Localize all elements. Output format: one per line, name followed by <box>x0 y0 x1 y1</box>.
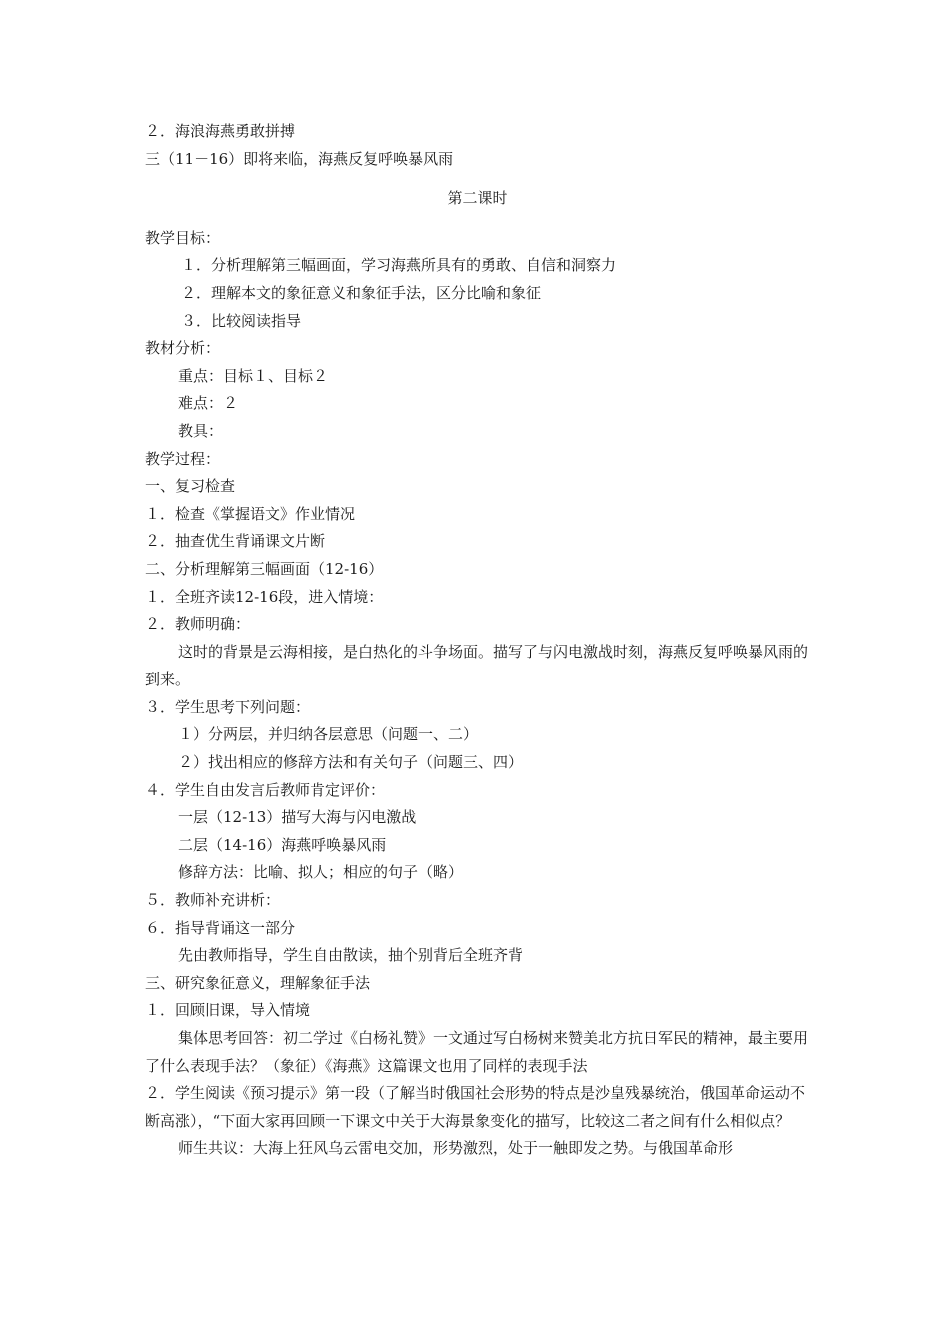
text-line: ３．学生思考下列问题： <box>145 697 311 716</box>
text-line: ２．理解本文的象征意义和象征手法，区分比喻和象征 <box>181 283 542 302</box>
text-line: ３．比较阅读指导 <box>181 311 302 330</box>
text-line: 先由教师指导，学生自由散读，抽个别背后全班齐背 <box>178 946 524 965</box>
text-line: ６．指导背诵这一部分 <box>145 918 296 937</box>
paragraph: 这时的背景是云海相接，是白热化的斗争场面。描写了与闪电激战时刻，海燕反复呼唤暴风雨的到来。 <box>145 642 809 689</box>
text-line: ２．海浪海燕勇敢拼搏 <box>145 122 296 140</box>
text-line: ４．学生自由发言后教师肯定评价： <box>145 780 386 799</box>
text-line: 一、复习检查 <box>145 477 236 496</box>
text-line: １）分两层，并归纳各层意思（问题一、二） <box>178 725 479 744</box>
text-line: 难点：２ <box>178 394 239 413</box>
text-line: 教学过程： <box>145 449 221 468</box>
text-line: 教具： <box>178 421 224 440</box>
text-line: 重点：目标１、目标２ <box>178 366 329 385</box>
text-line: 二、分析理解第三幅画面（12-16） <box>145 559 384 578</box>
text-line: ２）找出相应的修辞方法和有关句子（问题三、四） <box>178 753 524 772</box>
text-line: 三、研究象征意义，理解象征手法 <box>145 973 371 992</box>
text-line: ２．教师明确： <box>145 615 251 634</box>
text-line: 教材分析： <box>145 339 221 358</box>
text-line: １．分析理解第三幅画面，学习海燕所具有的勇敢、自信和洞察力 <box>181 256 617 275</box>
paragraph: 集体思考回答：初二学过《白杨礼赞》一文通过写白杨树来赞美北方抗日军民的精神，最主要用了什么表现手法？（象征）《海燕》这篇课文也用了同样的表现手法 <box>145 1029 809 1075</box>
text-line: 修辞方法：比喻、拟人；相应的句子（略） <box>178 863 464 882</box>
text-line: ５．教师补充讲析： <box>145 891 281 910</box>
text-line: 二层（14-16）海燕呼唤暴风雨 <box>178 835 387 854</box>
text-line: ２．抽查优生背诵课文片断 <box>145 532 326 551</box>
text-line: 教学目标： <box>145 228 221 247</box>
text-line: 三（11－16）即将来临，海燕反复呼唤暴风雨 <box>145 149 454 168</box>
text-line: １．检查《掌握语文》作业情况 <box>145 504 356 523</box>
paragraph: ２．学生阅读《预习提示》第一段（了解当时俄国社会形势的特点是沙皇残暴统治，俄国革命运动不断高涨），“下面大家再回顾一下课文中关于大海景象变化的描写，比较这二者之间有什么相似点？ <box>145 1084 806 1130</box>
text-line: １．全班齐读12-16段，进入情境： <box>145 587 384 606</box>
section-title: 第二课时 <box>447 189 508 208</box>
paragraph: 师生共议：大海上狂风乌云雷电交加，形势激烈，处于一触即发之势。与俄国革命形 <box>178 1139 734 1158</box>
document-page <box>145 118 810 1163</box>
text-line: 一层（12-13）描写大海与闪电激战 <box>178 808 417 827</box>
text-line: １．回顾旧课，导入情境 <box>145 1001 311 1020</box>
